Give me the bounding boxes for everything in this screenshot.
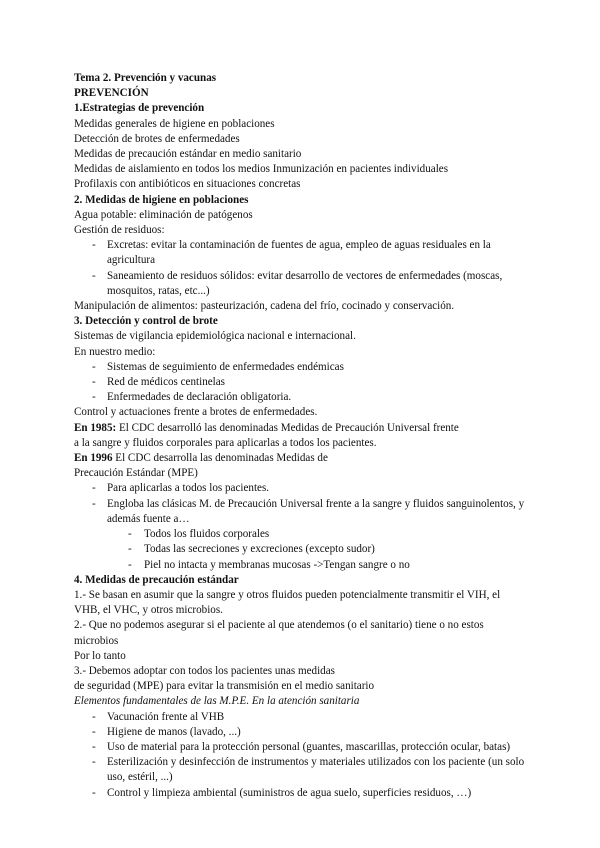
list-item [74, 725, 574, 740]
list-item-continuation: uso, estéril, ...) [107, 771, 173, 784]
list-item [74, 390, 574, 405]
document-title: Tema 2. Prevención y vacunas [74, 72, 217, 84]
list-item-text: Enfermedades de declaración obligatoria. [107, 391, 292, 404]
list-item-continuation: además fuente a… [107, 512, 190, 525]
list-item [74, 755, 574, 770]
elements-title: Elementos fundamentales de las M.P.E. En la atención sanitaria [74, 695, 360, 708]
dash-marker: - [128, 528, 132, 541]
heading-standard-precautions: 4. Medidas de precaución estándar [74, 573, 239, 586]
list-item-continuation: agricultura [107, 254, 156, 267]
list-item-text: Higiene de manos (lavado, ...) [107, 725, 241, 738]
list-item [74, 360, 574, 375]
systems-text: Sistemas de vigilancia epidemiológica nacional e internacional. [74, 330, 356, 343]
list-item-text: Engloba las clásicas M. de Precaución Universal frente a la sangre y fluidos sanguinolentos, y [107, 497, 525, 510]
document-page [74, 71, 574, 801]
list-item-continuation: mosquitos, ratas, etc...) [107, 284, 210, 297]
food-text: Manipulación de alimentos: pasteurización, cadena del frío, cocinado y conservación. [74, 300, 455, 313]
text-1996-continuation: Precaución Estándar (MPE) [74, 467, 198, 480]
dash-marker: - [92, 740, 96, 753]
dash-marker: - [92, 391, 96, 404]
sub-list-item-text: Piel no intacta y membranas mucosas ->Tengan sangre o no [144, 558, 410, 571]
dash-marker: - [92, 786, 96, 799]
point-1: 1.- Se basan en asumir que la sangre y otros fluidos pueden potencialmente transmitir el VIH, el [74, 588, 501, 601]
point-3-continuation: de seguridad (MPE) para evitar la transmisión en el medio sanitario [74, 680, 375, 693]
our-environment-text: En nuestro medio: [74, 345, 156, 358]
text-1985-continuation: a la sangre y fluidos corporales para aplicarlas a todos los pacientes. [74, 436, 377, 449]
list-item [74, 238, 574, 253]
list-item-text: Sistemas de seguimiento de enfermedades endémicas [107, 360, 344, 373]
sub-list-item-text: Todos los fluidos corporales [144, 528, 270, 541]
strategy-item: Detección de brotes de enfermedades [74, 132, 240, 145]
list-item [74, 710, 574, 725]
waste-text: Gestión de residuos: [74, 224, 165, 237]
year-1985: En 1985: [74, 421, 117, 434]
dash-marker: - [92, 482, 96, 495]
paragraph-1985 [74, 421, 574, 436]
section-title: PREVENCIÓN [74, 87, 149, 100]
strategy-item: Medidas de aislamiento en todos los medios Inmunización en pacientes individuales [74, 163, 449, 176]
strategy-item: Profilaxis con antibióticos en situaciones concretas [74, 178, 301, 191]
point-3: 3.- Debemos adoptar con todos los pacientes unas medidas [74, 664, 335, 677]
heading-outbreak: 3. Detección y control de brote [74, 315, 218, 328]
list-item-text: Uso de material para la protección personal (guantes, mascarillas, protección ocular, batas) [107, 740, 511, 753]
strategy-item: Medidas de precaución estándar en medio sanitario [74, 148, 302, 161]
dash-marker: - [128, 558, 132, 571]
water-text: Agua potable: eliminación de patógenos [74, 208, 253, 221]
list-item [74, 740, 574, 755]
text-1985: El CDC desarrolló las denominadas Medidas de Precaución Universal frente [116, 421, 459, 434]
control-text: Control y actuaciones frente a brotes de enfermedades. [74, 406, 318, 419]
list-item-text: Red de médicos centinelas [107, 376, 225, 389]
dash-marker: - [92, 725, 96, 738]
heading-strategies: 1.Estrategias de prevención [74, 102, 205, 115]
sub-list-item [74, 527, 574, 542]
list-item [74, 481, 574, 496]
sub-list-item-text: Todas las secreciones y excreciones (excepto sudor) [144, 543, 375, 556]
list-item-text: Excretas: evitar la contaminación de fuentes de agua, empleo de aguas residuales en la [107, 239, 491, 252]
dash-marker: - [92, 239, 96, 252]
dash-marker: - [92, 497, 96, 510]
dash-marker: - [92, 756, 96, 769]
strategy-item: Medidas generales de higiene en poblaciones [74, 117, 275, 130]
heading-hygiene: 2. Medidas de higiene en poblaciones [74, 193, 249, 206]
dash-marker: - [92, 710, 96, 723]
list-item-text: Esterilización y desinfección de instrumentos y materiales utilizados con los paciente (un solo [107, 756, 525, 769]
dash-marker: - [92, 376, 96, 389]
list-item [74, 786, 574, 801]
list-item-text: Vacunación frente al VHB [107, 710, 225, 723]
paragraph-1996 [74, 451, 574, 466]
dash-marker: - [128, 543, 132, 556]
list-item [74, 269, 574, 284]
dash-marker: - [92, 360, 96, 373]
list-item-text: Para aplicarlas a todos los pacientes. [107, 482, 270, 495]
text-1996: El CDC desarrolla las denominadas Medidas de [112, 452, 328, 465]
sub-list-item [74, 542, 574, 557]
dash-marker: - [92, 269, 96, 282]
list-item-text: Saneamiento de residuos sólidos: evitar desarrollo de vectores de enfermedades (moscas, [107, 269, 503, 282]
year-1996: En 1996 [74, 452, 113, 465]
point-2-continuation: microbios [74, 634, 119, 647]
therefore-text: Por lo tanto [74, 649, 126, 662]
list-item-text: Control y limpieza ambiental (suministros de agua suelo, superficies residuos, …) [107, 786, 472, 799]
point-1-continuation: VHB, el VHC, y otros microbios. [74, 604, 223, 617]
list-item [74, 375, 574, 390]
list-item [74, 497, 574, 512]
point-2: 2.- Que no podemos asegurar si el paciente al que atendemos (o el sanitario) tiene o no estos [74, 619, 484, 632]
sub-list-item [74, 558, 574, 573]
